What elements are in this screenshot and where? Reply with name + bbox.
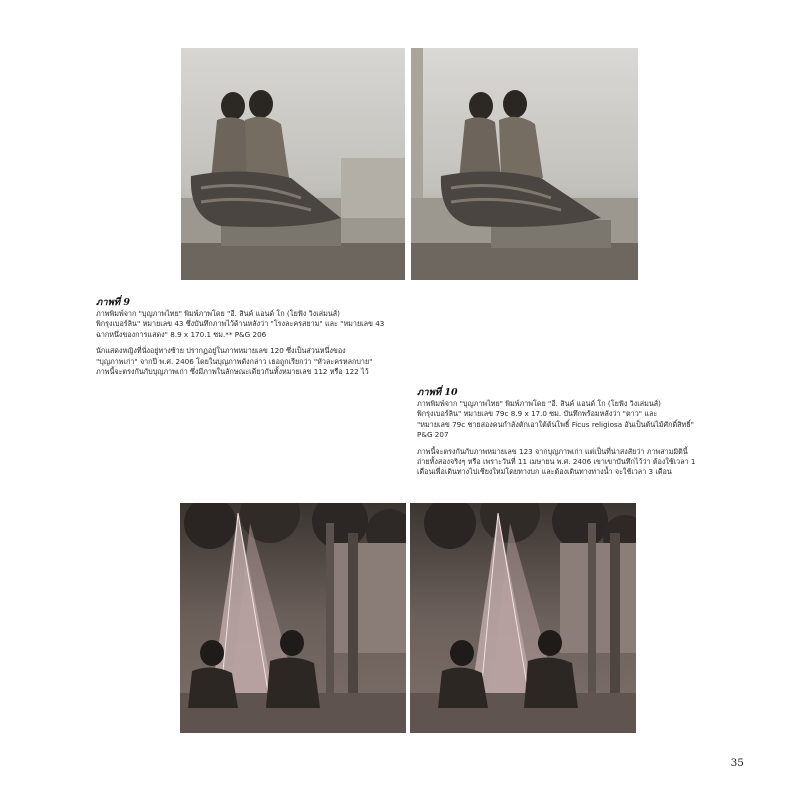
figure-9-note-line: นักแสดงหญิงที่นั่งอยู่ทางซ้าย ปรากฏอยู่ในภาพหมายเลข 120 ซึ่งเป็นส่วนหนึ่งของ <box>96 346 346 356</box>
figure-9-title: ภาพที่ 9 <box>96 297 131 308</box>
figure-9-photo-left <box>181 48 405 280</box>
figure-10-photo-left <box>180 503 406 733</box>
figure-10-note-line: เดือนเพื่อเดินทางไปเชียงใหม่โดยทางบก และต้องเดินทางทางน้ำ จะใช้เวลา 3 เดือน <box>417 467 672 477</box>
figure-9-caption-line: ภาพพิมพ์จาก "บุญภาพไทย" พิมพ์ภาพโดย "อี. สินค์ แอนด์ โก (โยฟัง วิงเล่มนส์) <box>96 309 340 318</box>
figure-9-note-line: "บุญภาพเก่า" จากปี พ.ศ. 2406 โดยในบุญภาพดังกล่าว เธอถูกเรียกว่า "หัวละครหลกบาย" <box>96 356 373 366</box>
figure-9-caption <box>96 296 426 377</box>
figure-9-photo-right <box>411 48 638 280</box>
figure-10-caption-line: ภาพพิมพ์จาก "บุญภาพไทย" พิมพ์ภาพโดย "อี. สินค์ แอนด์ โก (โยฟัง วิงเล่มนส์) <box>417 399 661 408</box>
figure-9-caption-line: ฉากหนึ่งของการแสดง" 8.9 x 170.1 ซม.** P&G 206 <box>96 329 267 339</box>
figure-10-note-line: ภาพนี้จะตรงกันกับภาพหมายเลข 123 จากบุญภาพเก่า แต่เป็นที่น่าสงสัยว่า ภาพสามมิตินี้ <box>417 446 688 456</box>
figure-10-caption-line: P&G 207 <box>417 430 449 440</box>
figure-9-caption-line: พิกรุงเบอร์ลิน" หมายเลข 43 ซึ่งบันทึกภาพไว้ด้านหลังว่า "โรงละครสยาม" และ "หมายเลข 43 <box>96 319 385 329</box>
figure-10-caption <box>417 386 717 478</box>
page-number: 35 <box>730 757 744 769</box>
figure-10-caption-line: พิกรุงเบอร์ลิน" หมายเลข 79c 8.9 x 17.0 ซม. บันทึกพร้อมหลังว่า "ตาว" และ <box>417 409 658 419</box>
figure-9-note-line: ภาพนี้จะตรงกันกับบุญภาพเก่า ซึ่งมีภาพในลักษณะเดียวกันทั้งหมายเลข 112 หรือ 122 ไว้ <box>96 367 369 377</box>
figure-10-note-line: ถ่ายทั้งสองจริงๆ หรือ เพราะวันที่ 11 เมษายน พ.ศ. 2406 เขาเขาบันทึกไว้ว่า ต้องใช้เวลา 1 <box>417 457 696 467</box>
figure-10-title: ภาพที่ 10 <box>417 387 458 398</box>
figure-10-photo-right <box>410 503 636 733</box>
figure-10-caption-line: "หมายเลข 79c ชายสองคนกำลังตักเอาใต้ต้นโพธิ์ Ficus religiosa อันเป็นต้นไม้ศักดิ์สิทธิ์" <box>417 419 694 429</box>
